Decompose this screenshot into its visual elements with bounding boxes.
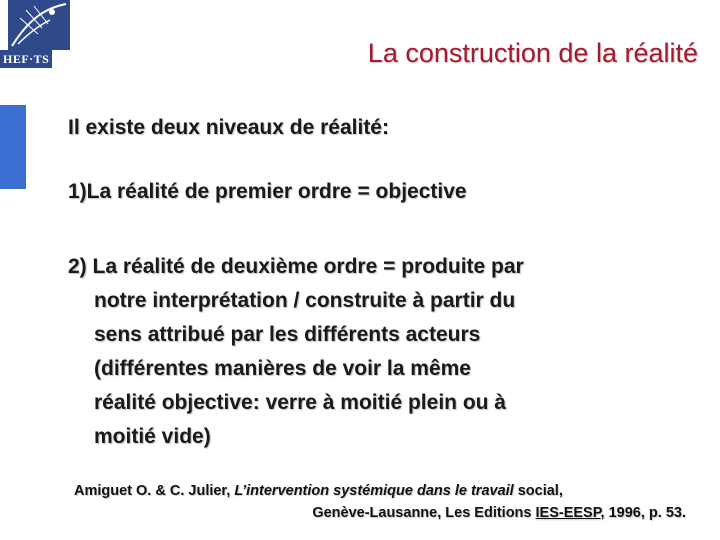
slide-title: La construction de la réalité (367, 38, 698, 68)
reference-publisher: Genève-Lausanne, Les Editions (312, 505, 536, 521)
second-order-first-line: 2) La réalité de deuxième ordre = produite par (68, 255, 524, 278)
first-order-line: 1)La réalité de premier ordre = objective (68, 180, 467, 203)
logo-text: HEF·TS (0, 50, 52, 68)
second-order-line: notre interprétation / construite à partir du (94, 289, 516, 312)
reference-line-1 (74, 480, 686, 502)
reference-after-title: social, (513, 483, 563, 499)
intro-line: Il existe deux niveaux de réalité: (68, 116, 389, 139)
second-order-paragraph (68, 250, 688, 454)
second-order-line: sens attribué par les différents acteurs (94, 323, 481, 346)
reference-publisher-name: IES-EESP (535, 505, 601, 521)
reference-year-page: , 1996, p. 53. (600, 505, 686, 521)
reference-book-title: L’intervention systémique dans le travail (234, 483, 514, 499)
hefts-logo (0, 0, 72, 72)
logo-emblem-icon (8, 0, 70, 50)
reference-line-2 (74, 502, 686, 524)
bibliographic-reference (74, 480, 686, 524)
second-order-line: moitié vide) (94, 425, 211, 448)
accent-bar (0, 105, 26, 189)
reference-authors: Amiguet O. & C. Julier, (74, 483, 235, 499)
second-order-line: réalité objective: verre à moitié plein ou à (94, 391, 506, 414)
second-order-line: (différentes manières de voir la même (94, 357, 471, 380)
